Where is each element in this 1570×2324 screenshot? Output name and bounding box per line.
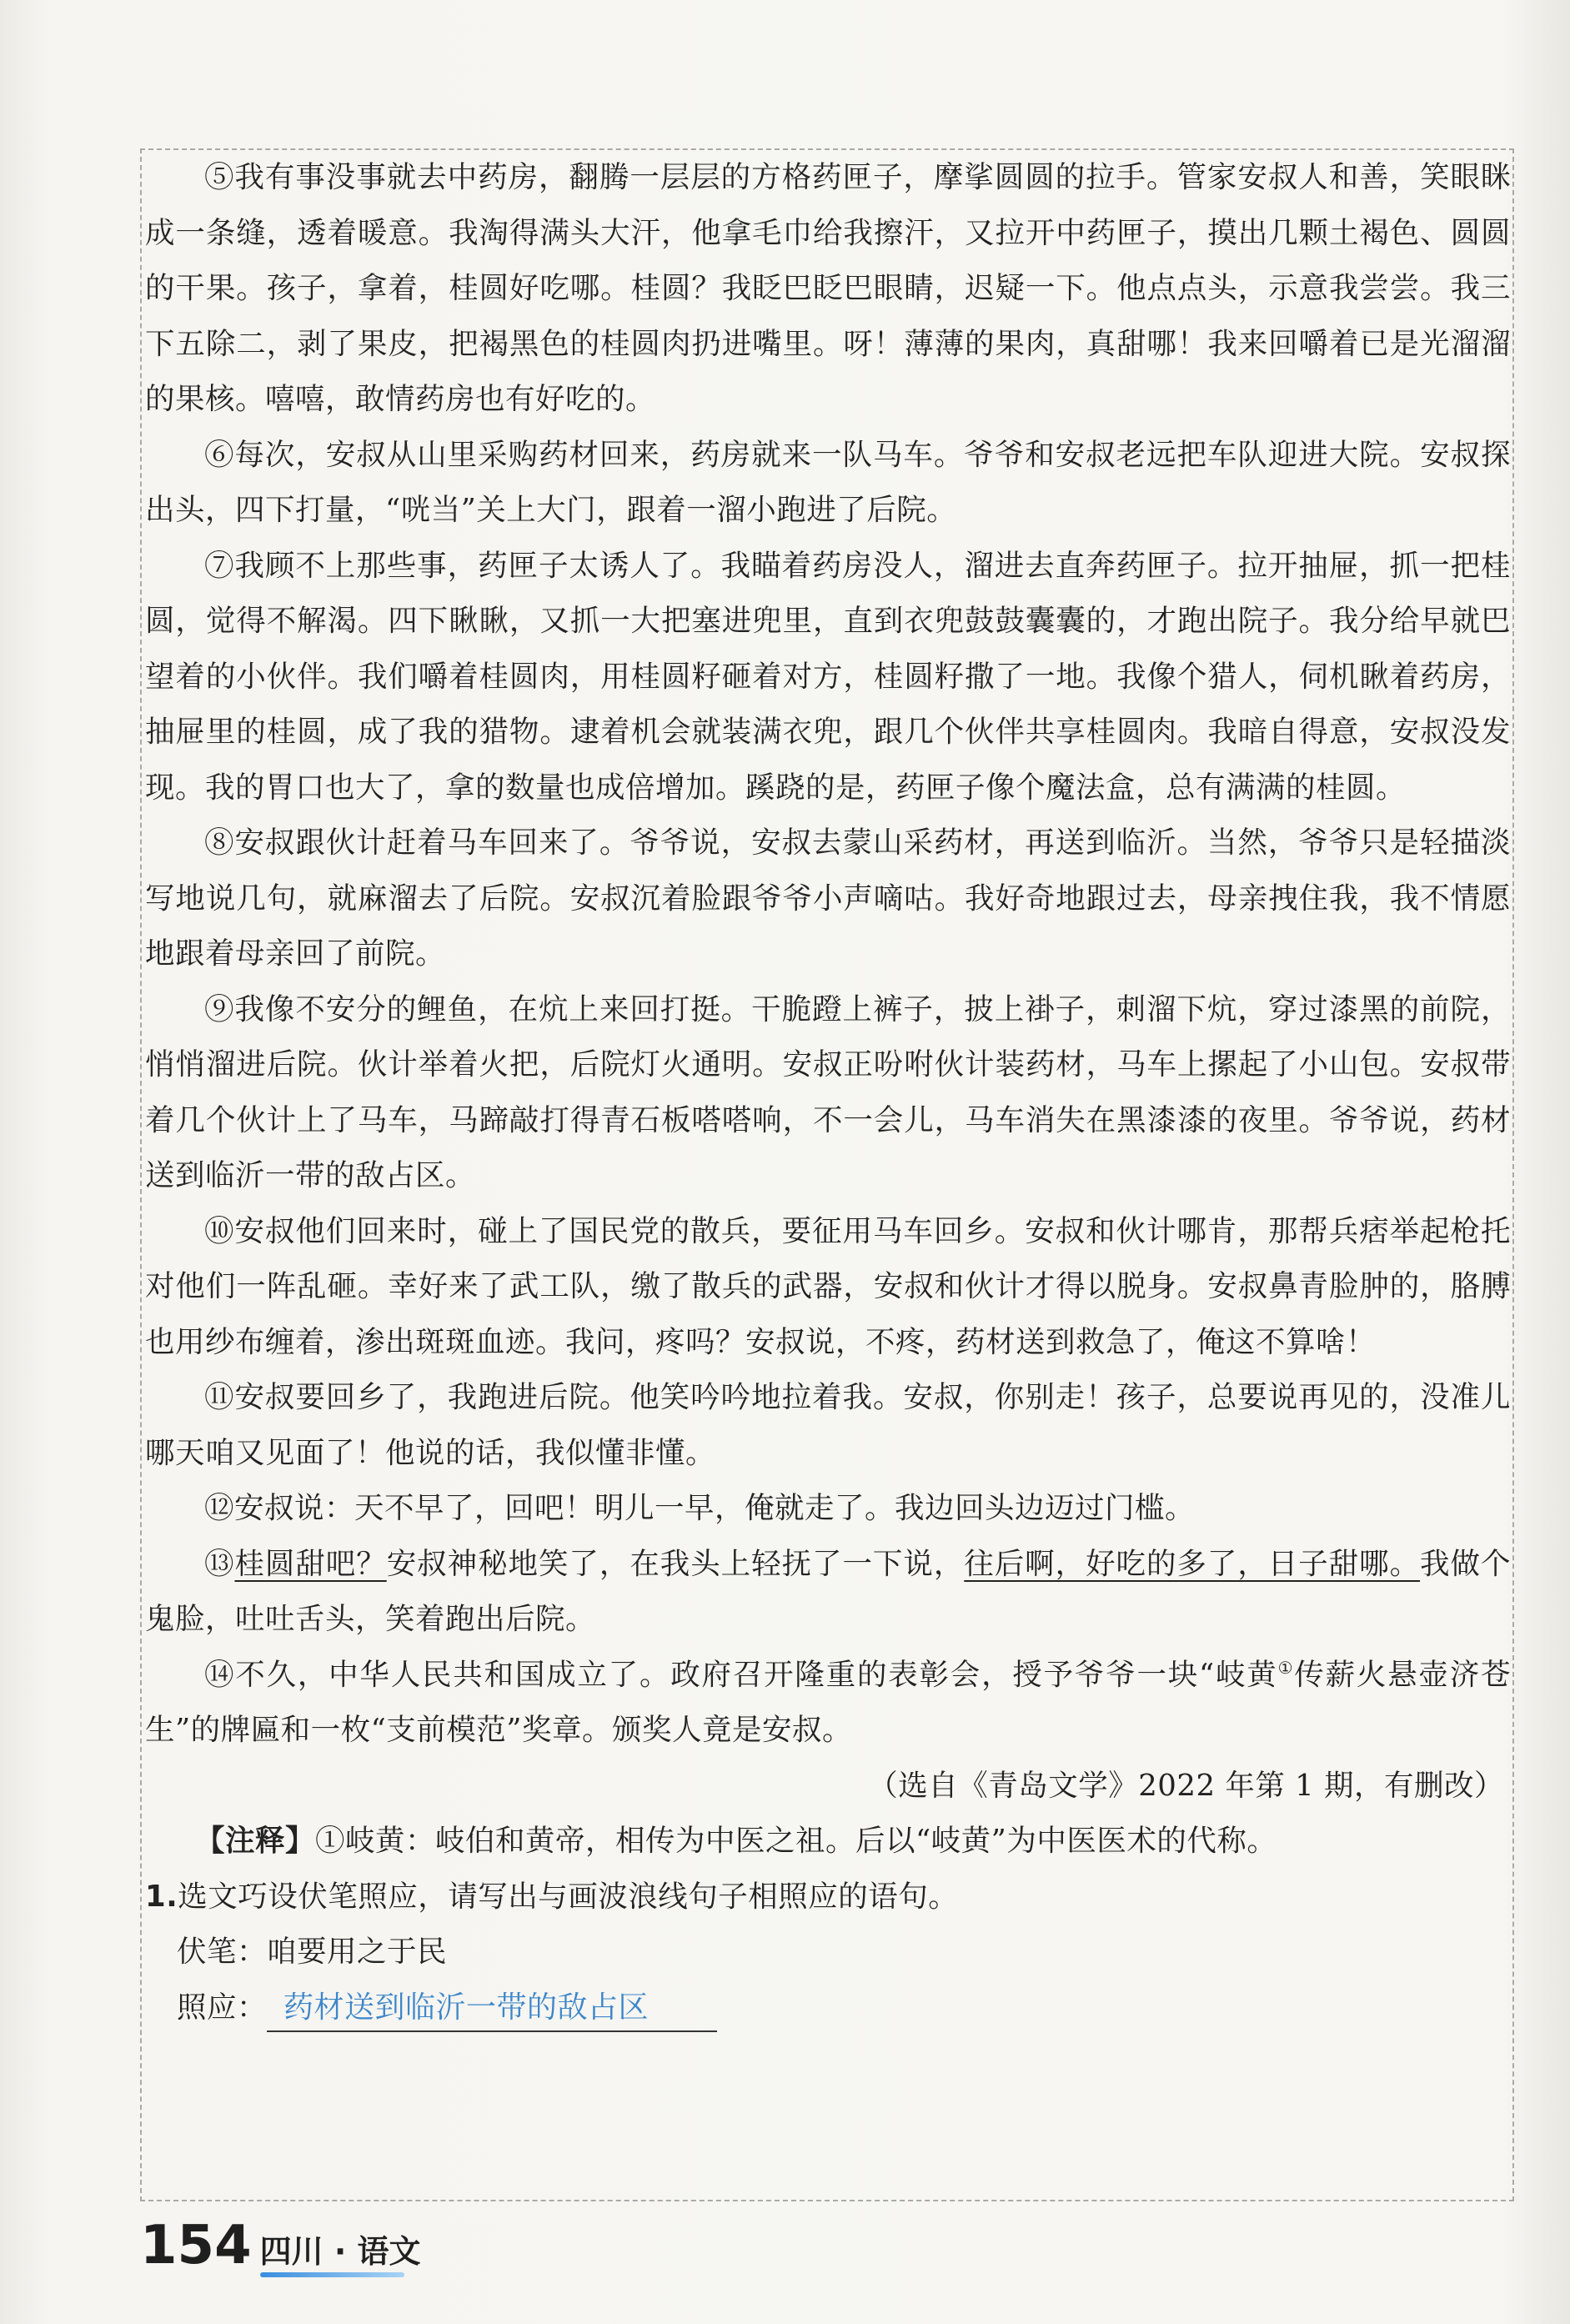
fubi-label: 伏笔：	[177, 1935, 268, 1969]
paragraph-13-middle: 安叔神秘地笑了，在我头上轻抚了一下说，	[386, 1546, 965, 1581]
page-number: 154	[140, 2215, 252, 2276]
answer-field[interactable]	[267, 1985, 717, 2032]
paragraph-11: ⑪安叔要回乡了，我跑进后院。他笑吟吟地拉着我。安叔，你别走！孩子，总要说再见的，没准儿哪天咱又见面了！他说的话，我似懂非懂。	[145, 1380, 1511, 1470]
fubi-line	[145, 1925, 1511, 1980]
underlined-sentence-1: 桂圆甜吧？	[234, 1546, 387, 1581]
underlined-sentence-2: 往后啊，好吃的多了，日子甜哪。	[964, 1546, 1421, 1581]
handwritten-answer: 药材送到临沂一带的敌占区	[283, 1990, 650, 2025]
paragraph-7: ⑦我顾不上那些事，药匣子太诱人了。我瞄着药房没人，溜进去直奔药匣子。拉开抽屉，抓一把桂圆，觉得不解渴。四下瞅瞅，又抓一大把塞进兜里，直到衣兜鼓鼓囊囊的，才跑出院子。我分给早就巴望着的小伙伴。我们嚼着桂圆肉，用桂圆籽砸着对方，桂圆籽撒了一地。我像个猎人，伺机瞅着药房，抽屉里的桂圆，成了我的猎物。逮着机会就装满衣兜，跟几个伙伴共享桂圆肉。我暗自得意，安叔没发现。我的胃口也大了，拿的数量也成倍增加。蹊跷的是，药匣子像个魔法盒，总有满满的桂圆。	[145, 548, 1511, 805]
footer-label-text: 四川 · 语文	[259, 2233, 421, 2270]
zhaoying-line	[145, 1980, 1511, 2036]
reading-passage	[145, 150, 1511, 2035]
paragraph-13-rest: 我做个鬼脸，吐吐舌头，笑着跑出后院。	[145, 1546, 1511, 1636]
paragraph-9: ⑨我像不安分的鲤鱼，在炕上来回打挺。干脆蹬上裤子，披上褂子，刺溜下炕，穿过漆黑的前院，悄悄溜进后院。伙计举着火把，后院灯火通明。安叔正吩咐伙计装药材，马车上摞起了小山包。安叔带着几个伙计上了马车，马蹄敲打得青石板嗒嗒响，不一会儿，马车消失在黑漆漆的夜里。爷爷说，药材送到临沂一带的敌占区。	[145, 991, 1511, 1192]
footer-accent-bar	[260, 2272, 404, 2277]
question-text: 选文巧设伏笔照应，请写出与画波浪线句子相照应的语句。	[178, 1879, 959, 1914]
paragraph-14-part1: ⑭不久，中华人民共和国成立了。政府召开隆重的表彰会，授予爷爷一块“岐黄	[204, 1657, 1278, 1692]
page-footer	[140, 2214, 421, 2276]
paragraph-14	[145, 1648, 1511, 1759]
paragraph-13-number: ⑬	[204, 1546, 235, 1581]
fubi-text: 咱要用之于民	[267, 1935, 448, 1969]
zhaoying-label: 照应：	[177, 1990, 268, 2025]
paragraph-13	[145, 1537, 1511, 1648]
question-number: 1.	[145, 1879, 178, 1914]
paragraph-12: ⑫安叔说：天不早了，回吧！明儿一早，俺就走了。我边回头边迈过门槛。	[204, 1491, 1196, 1525]
footnote-marker: ①	[1277, 1657, 1295, 1678]
paragraph-10: ⑩安叔他们回来时，碰上了国民党的散兵，要征用马车回乡。安叔和伙计哪肯，那帮兵痞举起枪托对他们一阵乱砸。幸好来了武工队，缴了散兵的武器，安叔和伙计才得以脱身。安叔鼻青脸肿的，胳膊也用纱布缠着，渗出斑斑血迹。我问，疼吗？安叔说，不疼，药材送到救急了，俺这不算啥！	[145, 1213, 1511, 1359]
source-citation: （选自《青岛文学》2022 年第 1 期，有删改）	[868, 1768, 1504, 1803]
footer-label	[260, 2231, 421, 2272]
question-1	[145, 1870, 1511, 1925]
paragraph-14-part2: 传薪火悬壶济苍生”的牌匾和一枚“支前模范”奖章。颁奖人竟是安叔。	[145, 1657, 1511, 1747]
paragraph-6: ⑥每次，安叔从山里采购药材回来，药房就来一队马车。爷爷和安叔老远把车队迎进大院。安叔探出头，四下打量，“咣当”关上大门，跟着一溜小跑进了后院。	[145, 437, 1511, 527]
annotation-text: ①岐黄：岐伯和黄帝，相传为中医之祖。后以“岐黄”为中医医术的代称。	[315, 1824, 1277, 1858]
annotation-label: 【注释】	[195, 1824, 316, 1858]
annotation	[145, 1814, 1511, 1870]
paragraph-5: ⑤我有事没事就去中药房，翻腾一层层的方格药匣子，摩挲圆圆的拉手。管家安叔人和善，笑眼眯成一条缝，透着暖意。我淘得满头大汗，他拿毛巾给我擦汗，又拉开中药匣子，摸出几颗土褐色、圆圆的干果。孩子，拿着，桂圆好吃哪。桂圆？我眨巴眨巴眼睛，迟疑一下。他点点头，示意我尝尝。我三下五除二，剥了果皮，把褐黑色的桂圆肉扔进嘴里。呀！薄薄的果肉，真甜哪！我来回嚼着已是光溜溜的果核。嘻嘻，敢情药房也有好吃的。	[145, 160, 1511, 416]
paragraph-8: ⑧安叔跟伙计赶着马车回来了。爷爷说，安叔去蒙山采药材，再送到临沂。当然，爷爷只是轻描淡写地说几句，就麻溜去了后院。安叔沉着脸跟爷爷小声嘀咕。我好奇地跟过去，母亲拽住我，我不情愿地跟着母亲回了前院。	[145, 826, 1511, 971]
